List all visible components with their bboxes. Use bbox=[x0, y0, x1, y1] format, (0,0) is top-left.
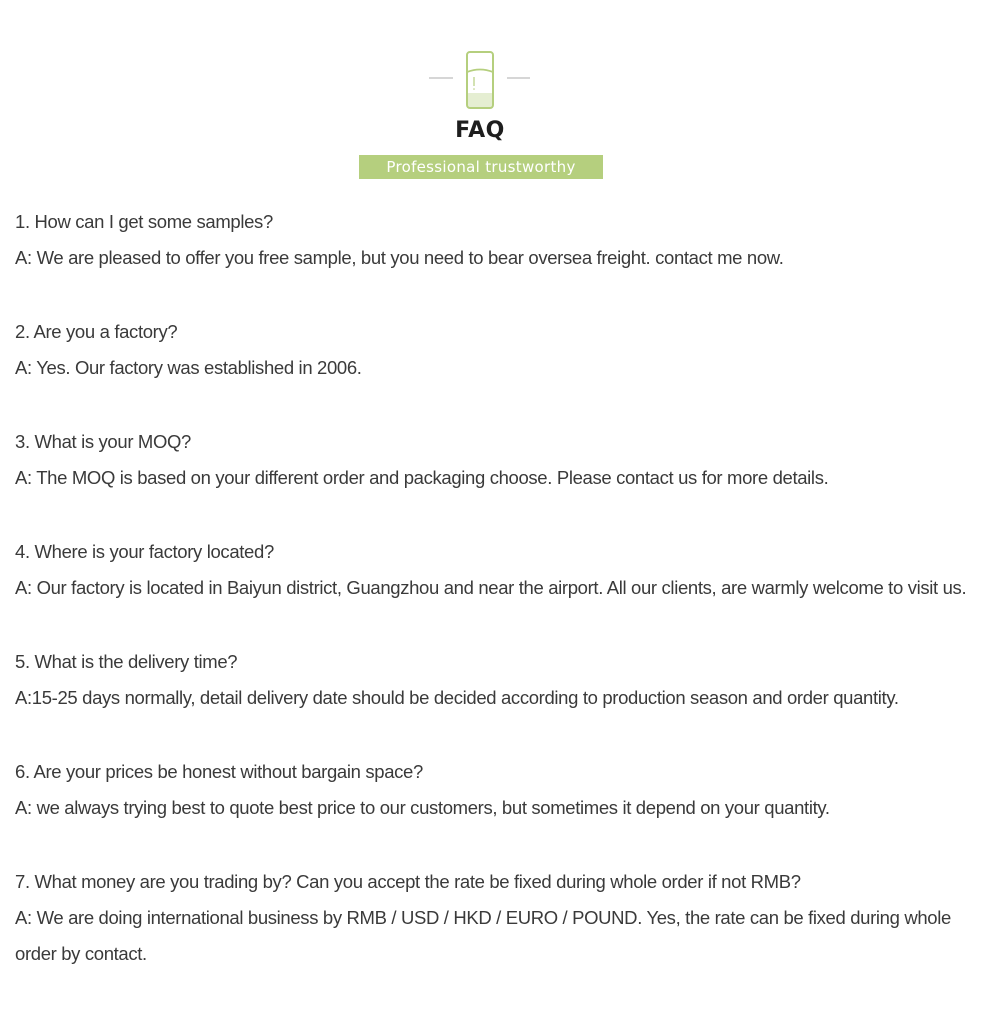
faq-question: 7. What money are you trading by? Can you accept the rate be fixed during whole order if not RMB? bbox=[15, 871, 801, 892]
faq-question: 4. Where is your factory located? bbox=[15, 541, 274, 562]
faq-answer: A: Our factory is located in Baiyun district, Guangzhou and near the airport. All our clients, are warmly welcome to visit us. bbox=[15, 577, 967, 598]
left-divider bbox=[429, 77, 453, 79]
faq-answer: A: We are pleased to offer you free sample, but you need to bear oversea freight. contact me now. bbox=[15, 247, 784, 268]
bottle-icon bbox=[464, 50, 496, 110]
faq-item-5 bbox=[15, 644, 975, 754]
faq-question: 1. How can I get some samples? bbox=[15, 211, 273, 232]
faq-item-6 bbox=[15, 754, 975, 864]
subtitle-badge: Professional trustworthy bbox=[359, 155, 603, 179]
faq-question: 5. What is the delivery time? bbox=[15, 651, 238, 672]
faq-item-3 bbox=[15, 424, 975, 534]
faq-question: 3. What is your MOQ? bbox=[15, 431, 191, 452]
faq-list bbox=[15, 204, 975, 974]
faq-header bbox=[0, 0, 1000, 190]
faq-answer: A: Yes. Our factory was established in 2006. bbox=[15, 357, 362, 378]
faq-question: 6. Are your prices be honest without bargain space? bbox=[15, 761, 423, 782]
faq-question: 2. Are you a factory? bbox=[15, 321, 178, 342]
faq-answer: A: The MOQ is based on your different order and packaging choose. Please contact us for more details. bbox=[15, 467, 829, 488]
faq-item-4 bbox=[15, 534, 975, 644]
faq-item-7 bbox=[15, 864, 975, 974]
faq-answer: A:15-25 days normally, detail delivery date should be decided according to production season and order quantity. bbox=[15, 687, 899, 708]
right-divider bbox=[507, 77, 530, 79]
faq-answer: A: We are doing international business by RMB / USD / HKD / EURO / POUND. Yes, the rate can be fixed during whole order by contact. bbox=[15, 907, 951, 964]
faq-item-1 bbox=[15, 204, 975, 314]
faq-item-2 bbox=[15, 314, 975, 424]
page-title: FAQ bbox=[455, 118, 505, 143]
faq-answer: A: we always trying best to quote best price to our customers, but sometimes it depend on your quantity. bbox=[15, 797, 830, 818]
